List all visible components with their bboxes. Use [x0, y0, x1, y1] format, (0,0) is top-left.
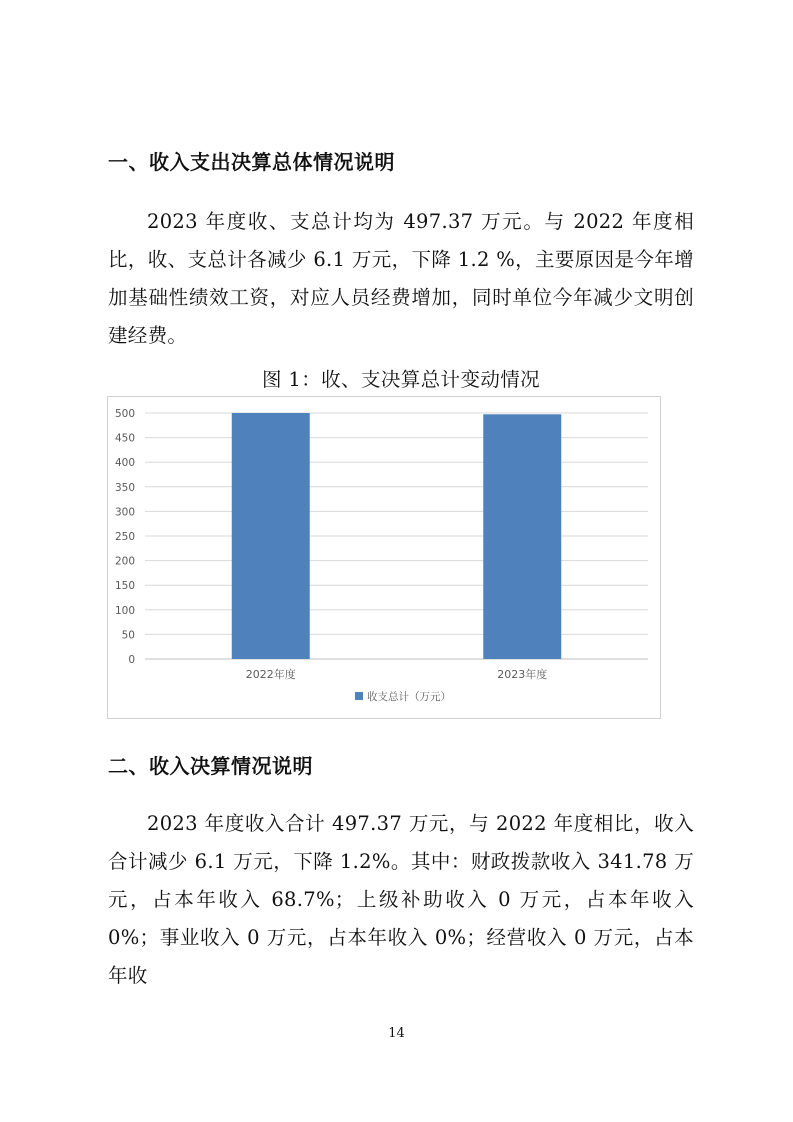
section-heading-income: 二、收入决算情况说明 — [108, 754, 313, 778]
section-heading-overall: 一、收入支出决算总体情况说明 — [108, 150, 395, 174]
x-tick-label: 2022年度 — [245, 668, 296, 681]
legend-label: 收支总计（万元） — [367, 691, 451, 703]
y-tick-label: 150 — [114, 580, 135, 593]
y-tick-label: 100 — [114, 604, 135, 617]
y-tick-label: 0 — [128, 654, 135, 666]
bar-chart — [107, 396, 661, 719]
y-tick-label: 400 — [114, 457, 135, 470]
y-tick-label: 50 — [121, 629, 135, 642]
y-tick-label: 300 — [114, 506, 135, 519]
x-tick-label: 2023年度 — [497, 668, 548, 681]
legend-swatch — [355, 692, 363, 700]
chart-canvas — [108, 397, 662, 720]
bar — [232, 413, 310, 659]
bar — [483, 414, 561, 659]
y-tick-label: 200 — [114, 555, 135, 568]
y-tick-label: 500 — [114, 408, 135, 420]
figure-caption: 图 1：收、支决算总计变动情况 — [261, 368, 541, 391]
y-tick-label: 250 — [114, 531, 135, 543]
paragraph-overall-summary: 2023 年度收、支总计均为 497.37 万元。与 2022 年度相比，收、支总计各减少 6.1 万元，下降 1.2 %，主要原因是今年增加基础性绩效工资，对应人员经费增加，同时单位今年减少文明创建经费。 — [108, 210, 694, 347]
paragraph-income-detail: 2023 年度收入合计 497.37 万元，与 2022 年度相比，收入合计减少 6.1 万元，下降 1.2%。其中：财政拨款收入 341.78 万元，占本年收入 68.7%；上级补助收入 0 万元，占本年收入 0%；事业收入 0 万元，占本年收入 0%；经营收入 0 万元，占本年收 — [108, 812, 694, 987]
y-tick-label: 350 — [114, 481, 135, 494]
page-number: 14 — [388, 1026, 405, 1041]
y-tick-label: 450 — [114, 432, 135, 445]
